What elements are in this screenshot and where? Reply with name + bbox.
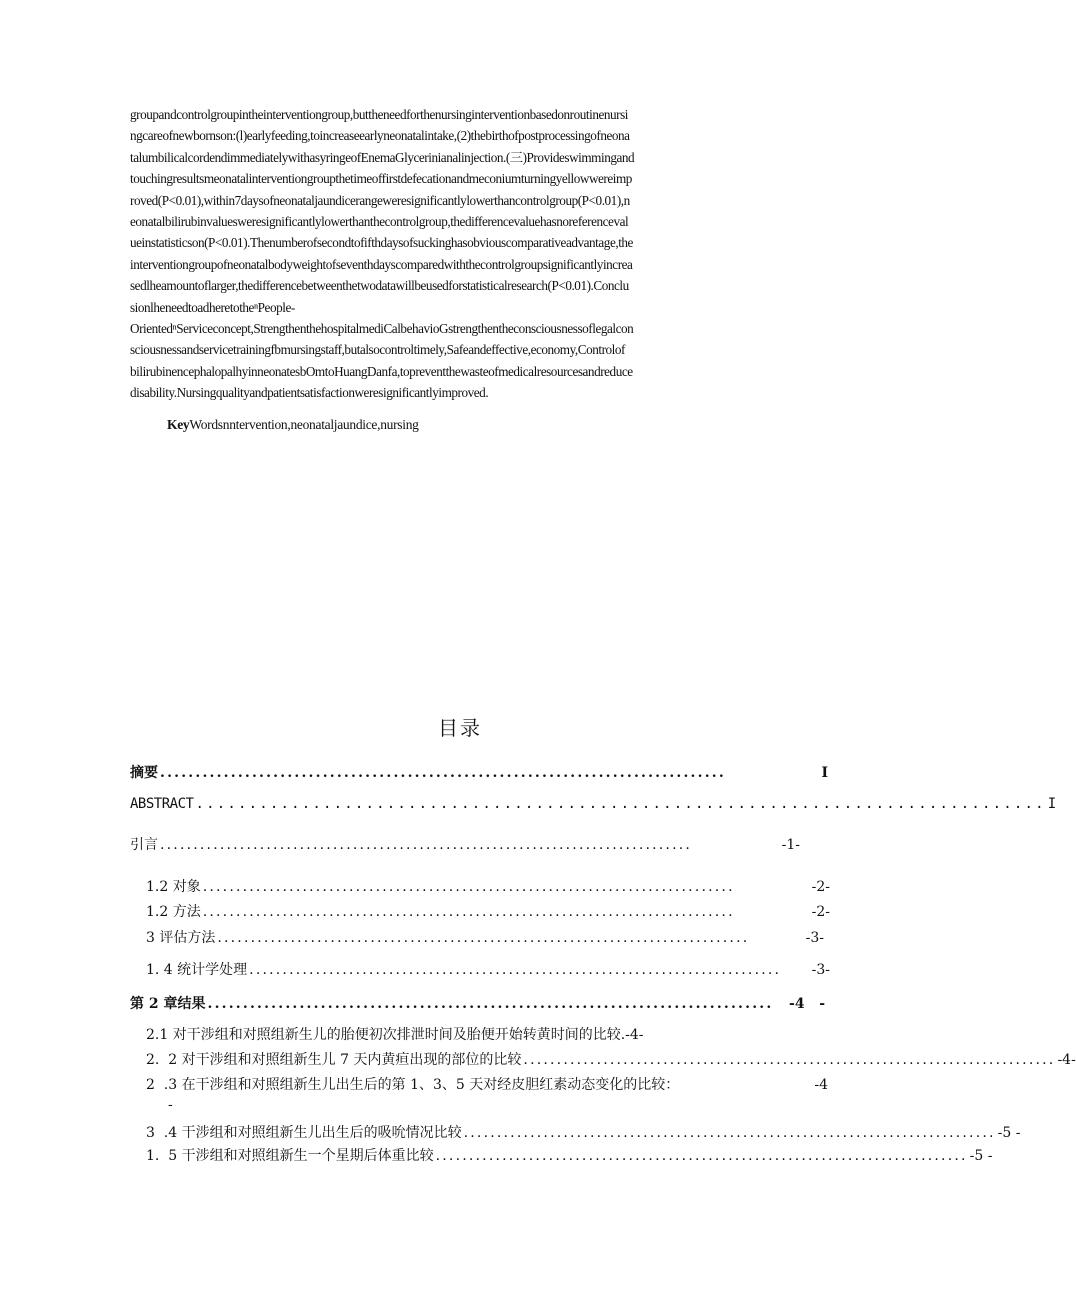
toc-entry-2-2[interactable] xyxy=(146,1049,1076,1069)
abstract-line: sedlheamountoflarger,thedifferencebetweenthetwodatawillbeusedforstatisticalresearch(P<0.01).Conclu xyxy=(130,278,629,294)
abstract-line: groupandcontrolgroupintheinterventiongroup,buttheneedforthenursinginterventionbasedonroutinenursi xyxy=(130,107,629,122)
toc-page-number: -4 xyxy=(814,1077,828,1093)
abstract-line: bilirubinencephalopalhyinneonatesbOmtoHuangDanfa,topreventthewasteofmedicalresourcesandreduce xyxy=(130,363,633,379)
toc-entry-label: 第 2 章结果 xyxy=(130,996,206,1012)
toc-leader-dots: ................................................................................ xyxy=(207,996,774,1012)
abstract-line: talumbilicalcordendimmediatelywithasyringeofEnemaGlycerinianalinjection.(三)Provideswimmingand xyxy=(130,149,635,165)
toc-leader-dots: ................................................................................ xyxy=(202,879,735,895)
abstract-line: ueinstatisticson(P<0.01).Thenumberofsecondtofifthdaysofsuckinghasobviouscomparativeadvantage,the xyxy=(130,235,633,251)
keywords-text: Wordsnntervention,neonataljaundice,nursing xyxy=(189,417,419,432)
abstract-line: ngcareofnewbornson:(l)earlyfeeding,toincreaseearlyneonatalintake,(2)thebirthofpostprocessingofneona xyxy=(130,128,630,144)
toc-page-number: I xyxy=(1047,796,1056,812)
abstract-line: disability.Nursingqualityandpatientsatisfactionweresignificantlyimproved. xyxy=(130,385,489,401)
toc-entry-label: 1.2 对象 xyxy=(146,879,201,895)
toc-entry-label: 1.2 方法 xyxy=(146,904,201,920)
toc-entry-1-5[interactable] xyxy=(146,1145,993,1165)
toc-page-number: -5 - xyxy=(969,1148,993,1164)
abstract-line: sciousnessandservicetrainingfbmursingstaff,butalsocontroltimely,Safeandeffective,economy,Controlof xyxy=(130,342,625,358)
toc-entry-chapter-2[interactable] xyxy=(130,993,825,1013)
toc-entry-2-3-continuation: - xyxy=(168,1097,173,1113)
toc-entry-label: 引言 xyxy=(130,837,158,853)
toc-page-number: -1- xyxy=(781,837,800,853)
toc-entry-subjects[interactable] xyxy=(146,876,830,896)
toc-entry-label: 1. 4 统计学处理 xyxy=(146,962,248,978)
toc-entry-label: 3 评估方法 xyxy=(146,930,216,946)
toc-entry-abstract-en[interactable] xyxy=(130,796,1056,812)
abstract-line: OrientedⁿServiceconcept,StrengthenthehospitalmediCalbehavioGstrengthentheconsciousnessoflegalcon xyxy=(130,321,634,337)
abstract-line: roved(P<0.01),within7daysofneonataljaundicerangeweresignificantlylowerthancontrolgroup(P<0.01),n xyxy=(130,192,630,208)
toc-page-number: -4- xyxy=(1057,1052,1076,1068)
toc-leader-dots: ................................................................................ xyxy=(202,904,735,920)
toc-page-number: -3- xyxy=(811,962,830,978)
toc-leader-dots: ................................................................................ xyxy=(435,1148,968,1164)
abstract-line: interventiongroupofneonatalbodyweightofseventhdayscomparedwiththecontrolgroupsignificantlyincrea xyxy=(130,256,633,272)
toc-entry-label: 1. 5 干涉组和对照组新生一个星期后体重比较 xyxy=(146,1148,434,1164)
abstract-line: touchingresultsmeonatalinterventiongroupthetimeoffirstdefecationandmeconiumturningyellowwereimp xyxy=(130,171,632,187)
toc-entry-evaluation[interactable] xyxy=(146,927,824,947)
toc-title: 目录 xyxy=(438,716,482,740)
toc-entry-abstract-cn[interactable] xyxy=(130,762,828,782)
toc-leader-dots: ................................................................................ xyxy=(160,765,726,781)
toc-leader-dots: ................................................................................ xyxy=(160,837,693,853)
toc-leader-dots: ................................................................................ xyxy=(217,930,750,946)
toc-page-number: -2- xyxy=(811,879,830,895)
toc-leader-dots: ................................................................................ xyxy=(249,962,782,978)
abstract-text xyxy=(130,104,836,404)
toc-page-number: -2- xyxy=(811,904,830,920)
toc-entry-3-4[interactable] xyxy=(146,1122,1021,1142)
toc-entry-introduction[interactable] xyxy=(130,834,800,854)
toc-page-number: -4 - xyxy=(789,996,825,1012)
toc-entry-statistics[interactable] xyxy=(146,959,830,979)
toc-entry-methods[interactable] xyxy=(146,901,830,921)
toc-entry-2-1[interactable]: 2.1 对干涉组和对照组新生儿的胎便初次排泄时间及胎便开始转黄时间的比较.-4- xyxy=(146,1027,644,1043)
abstract-line: sionlheneedtoadheretotheⁿPeople- xyxy=(130,299,295,315)
toc-leader-dots: ................................................................................ xyxy=(195,796,1046,812)
toc-page-number: -3- xyxy=(805,930,824,946)
toc-leader-dots: ................................................................................ xyxy=(523,1052,1056,1068)
toc-page-number: I xyxy=(821,765,828,781)
abstract-line: eonatalbilirubinvaluesweresignificantlylowerthanthecontrolgroup,thedifferencevaluehasnoreferenceval xyxy=(130,214,629,230)
toc-entry-label: 摘要 xyxy=(130,765,158,781)
toc-entry-label: 3 .4 干涉组和对照组新生儿出生后的吸吮情况比较 xyxy=(146,1125,462,1141)
toc-entry-label: ABSTRACT xyxy=(130,796,194,812)
keywords-line xyxy=(167,417,419,433)
keywords-label: Key xyxy=(167,417,190,432)
toc-entry-label: 2 .3 在干涉组和对照组新生儿出生后的第 1、3、5 天对经皮胆红素动态变化的比较： xyxy=(146,1077,680,1093)
toc-page-number: -5 - xyxy=(997,1125,1021,1141)
toc-entry-2-3[interactable] xyxy=(146,1074,828,1094)
toc-entry-label: 2. 2 对干涉组和对照组新生儿 7 天内黄疸出现的部位的比较 xyxy=(146,1052,522,1068)
toc-leader-dots: ................................................................................ xyxy=(463,1125,996,1141)
